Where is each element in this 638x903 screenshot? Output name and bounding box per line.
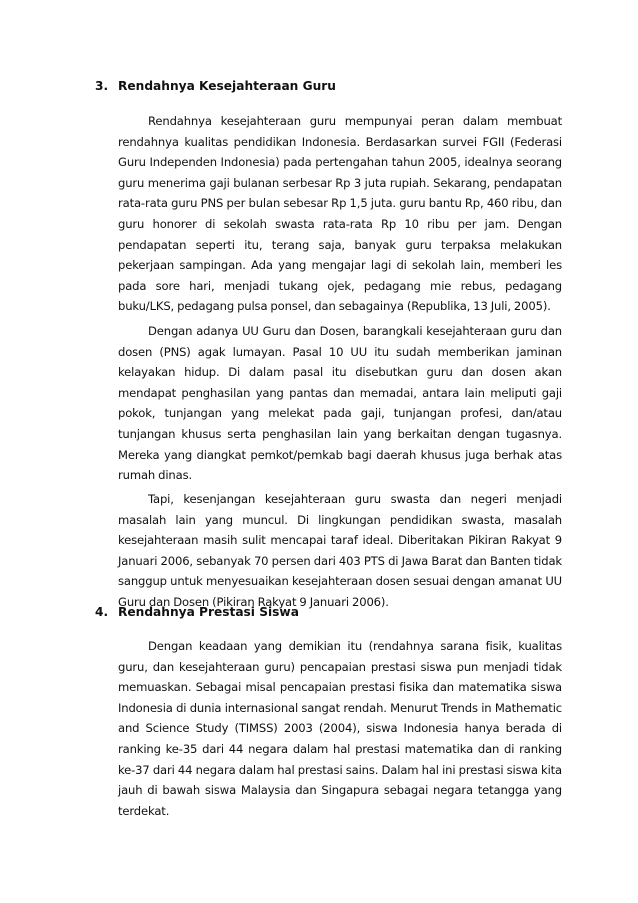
- section-title: Rendahnya Prestasi Siswa: [118, 605, 299, 619]
- section-heading-3: [95, 78, 565, 94]
- section-title: Rendahnya Kesejahteraan Guru: [118, 79, 336, 93]
- section-number: 3.: [95, 79, 109, 93]
- paragraph: Dengan adanya UU Guru dan Dosen, barangkali kesejahteraan guru dan dosen (PNS) agak lumayan. Pasal 10 UU itu sudah memberikan jaminan kelayakan hidup. Di dalam pasal itu disebutkan guru dan dosen akan mendapat penghasilan yang pantas dan memadai, antara lain meliputi gaji pokok, tunjangan yang melekat pada gaji, tunjangan profesi, dan/atau tunjangan khusus serta penghasilan lain yang berkaitan dengan tugasnya. Mereka yang diangkat pemkot/pemkab bagi daerah khusus juga berhak atas rumah dinas.: [118, 324, 562, 483]
- paragraph: Rendahnya kesejahteraan guru mempunyai peran dalam membuat rendahnya kualitas pendidikan Indonesia. Berdasarkan survei FGII (Federasi Guru Independen Indonesia) pada pertengahan tahun 2005, idealnya seorang guru menerima gaji bulanan serbesar Rp 3 juta rupiah. Sekarang, pendapatan rata-rata guru PNS per bulan sebesar Rp 1,5 juta. guru bantu Rp, 460 ribu, dan guru honorer di sekolah swasta rata-rata Rp 10 ribu per jam. Dengan pendapatan seperti itu, terang saja, banyak guru terpaksa melakukan pekerjaan sampingan. Ada yang mengajar lagi di sekolah lain, memberi les pada sore hari, menjadi tukang ojek, pedagang mie rebus, pedagang buku/LKS, pedagang pulsa ponsel, dan sebagainya (Republika, 13 Juli, 2005).: [118, 114, 562, 314]
- section-number: 4.: [95, 605, 109, 619]
- paragraph: Tapi, kesenjangan kesejahteraan guru swasta dan negeri menjadi masalah lain yang muncul. Di lingkungan pendidikan swasta, masalah kesejahteraan masih sulit mencapai taraf ideal. Diberitakan Pikiran Rakyat 9 Januari 2006, sebanyak 70 persen dari 403 PTS di Jawa Barat dan Banten tidak sanggup untuk menyesuaikan kesejahteraan dosen sesuai dengan amanat UU Guru dan Dosen (Pikiran Rakyat 9 Januari 2006).: [118, 492, 562, 609]
- paragraph: Dengan keadaan yang demikian itu (rendahnya sarana fisik, kualitas guru, dan kesejahteraan guru) pencapaian prestasi siswa pun menjadi tidak memuaskan. Sebagai misal pencapaian prestasi fisika dan matematika siswa Indonesia di dunia internasional sangat rendah. Menurut Trends in Mathematic and Science Study (TIMSS) 2003 (2004), siswa Indonesia hanya berada di ranking ke-35 dari 44 negara dalam hal prestasi matematika dan di ranking ke-37 dari 44 negara dalam hal prestasi sains. Dalam hal ini prestasi siswa kita jauh di bawah siswa Malaysia dan Singapura sebagai negara tetangga yang terdekat.: [118, 639, 562, 818]
- section-heading-4: [95, 604, 565, 620]
